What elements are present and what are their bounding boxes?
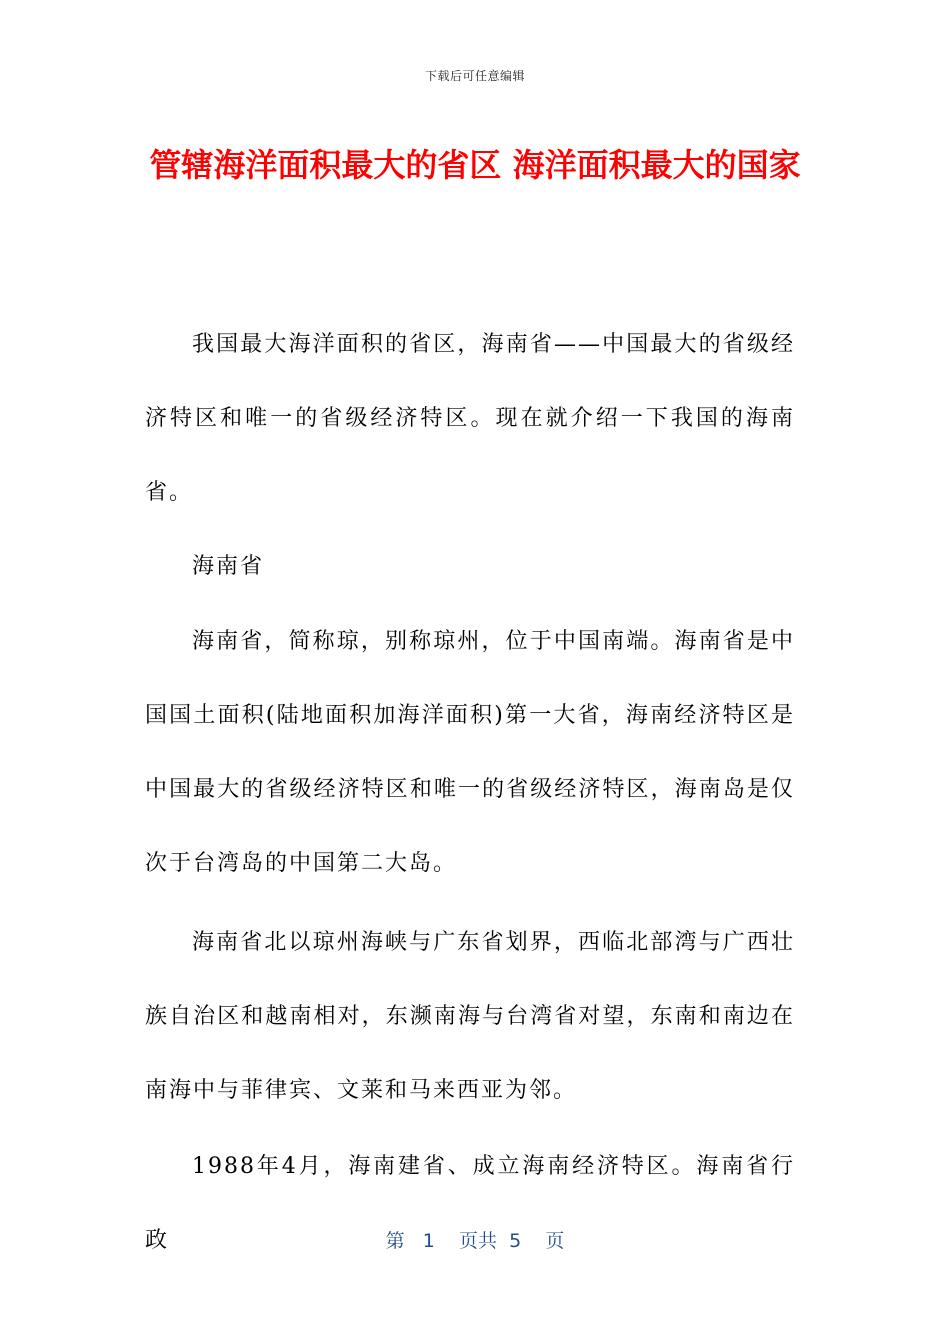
header-note: 下载后可任意编辑 [424, 69, 525, 83]
footer-page-number: 1 [422, 1230, 435, 1252]
section-heading-hainan: 海南省 [192, 554, 265, 579]
footer-prefix: 第 [385, 1230, 405, 1252]
page-footer [0, 1226, 950, 1253]
paragraph-history: 1988年4月，海南建省、成立海南经济特区。海南省行政 [145, 1154, 795, 1253]
paragraph-intro: 我国最大海洋面积的省区，海南省——中国最大的省级经济特区和唯一的省级经济特区。现在就介绍一下我国的海南省。 [145, 332, 795, 505]
document-title: 管辖海洋面积最大的省区 海洋面积最大的国家 [149, 146, 801, 184]
footer-middle: 页共 [459, 1230, 498, 1252]
paragraph-geography: 海南省北以琼州海峡与广东省划界，西临北部湾与广西壮族自治区和越南相对，东濒南海与台湾省对望，东南和南边在南海中与菲律宾、文莱和马来西亚为邻。 [145, 930, 795, 1103]
footer-suffix: 页 [545, 1230, 565, 1252]
paragraph-overview: 海南省，简称琼，别称琼州，位于中国南端。海南省是中国国土面积(陆地面积加海洋面积)第一大省，海南经济特区是中国最大的省级经济特区和唯一的省级经济特区，海南岛是仅次于台湾岛的中国第二大岛。 [145, 629, 795, 876]
footer-page-total: 5 [509, 1230, 522, 1252]
